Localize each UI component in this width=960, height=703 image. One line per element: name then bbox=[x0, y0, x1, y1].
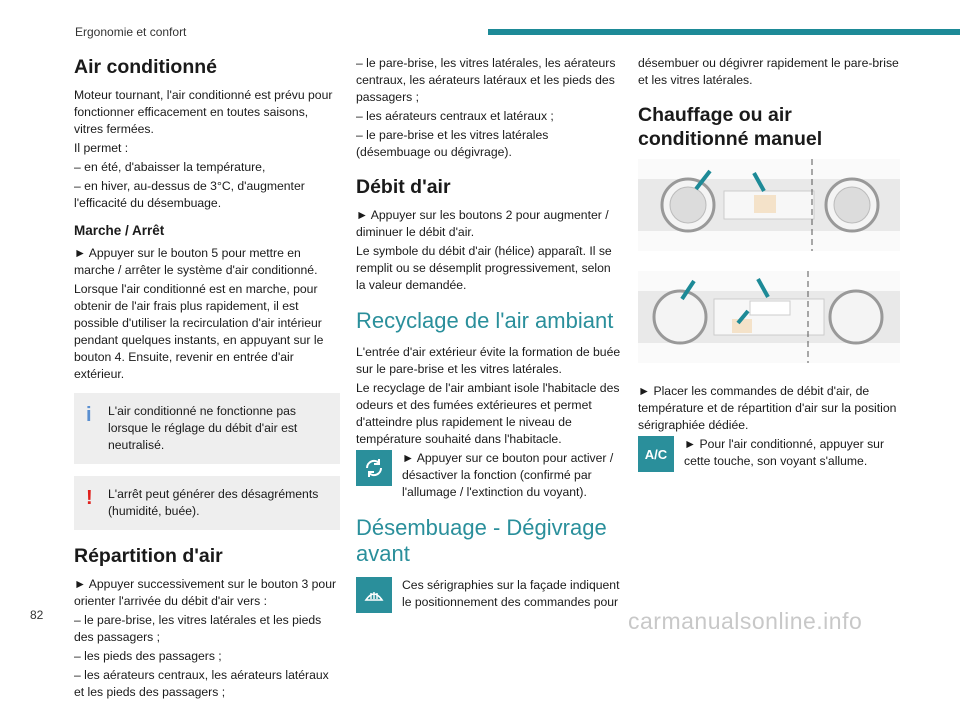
column-1 bbox=[74, 55, 340, 703]
repartition-line: – les aérateurs centraux, les aérateurs latéraux et les pieds des passagers ; bbox=[74, 668, 329, 699]
cont-line: désembuer ou dégivrer rapidement le pare-brise et les vitres latérales. bbox=[638, 56, 899, 87]
recyclage-line: Le recyclage de l'air ambiant isole l'habitacle des odeurs et des fumées extérieures et permet d'atteindre plus rapidement le niveau de température souhaité dans l'habitacle. bbox=[356, 381, 620, 446]
intro-line: Moteur tournant, l'air conditionné est prévu pour fonctionner efficacement en toutes saisons, vitres fermées. bbox=[74, 88, 333, 136]
section-header: Ergonomie et confort bbox=[75, 25, 187, 39]
windshield-defrost-icon bbox=[356, 577, 392, 613]
info-icon: i bbox=[86, 404, 92, 426]
intro-line: – en hiver, au-dessus de 3°C, d'augmenter l'efficacité du désembuage. bbox=[74, 179, 305, 210]
column-2 bbox=[356, 55, 622, 613]
warning-text: L'arrêt peut générer des désagréments (humidité, buée). bbox=[108, 487, 319, 518]
intro-line: – en été, d'abaisser la température, bbox=[74, 160, 266, 174]
warning-icon: ! bbox=[86, 487, 93, 509]
manual-line: ► Placer les commandes de débit d'air, de température et de répartition d'air sur la position sérigraphiée dédiée. bbox=[638, 384, 897, 432]
info-text: L'air conditionné ne fonctionne pas lorsque le réglage du débit d'air est neutralisé. bbox=[108, 404, 298, 452]
desembuage-row bbox=[356, 577, 622, 613]
recyclage-action: ► Appuyer sur ce bouton pour activer / désactiver la fonction (confirmé par l'allumage / l'extinction du voyant). bbox=[402, 451, 614, 499]
title-desembuage: Désembuage - Dégivrage avant bbox=[356, 515, 607, 566]
debit-line: Le symbole du débit d'air (hélice) apparaît. Il se remplit ou se désemplit progressivement, selon la valeur demandée. bbox=[356, 244, 612, 292]
recirculation-icon bbox=[356, 450, 392, 486]
recyclage-line: L'entrée d'air extérieur évite la formation de buée sur le pare-brise et les vitres latérales. bbox=[356, 345, 621, 376]
debit-line: ► Appuyer sur les boutons 2 pour augmenter / diminuer le débit d'air. bbox=[356, 208, 609, 239]
watermark: carmanualsonline.info bbox=[628, 608, 863, 634]
desembuage-text: Ces sérigraphies sur la façade indiquent le positionnement des commandes pour bbox=[402, 578, 620, 609]
title-air-conditionne: Air conditionné bbox=[74, 56, 217, 78]
title-recyclage: Recyclage de l'air ambiant bbox=[356, 308, 614, 333]
title-manuel: Chauffage ou air conditionné manuel bbox=[638, 104, 823, 150]
recyclage-action-row bbox=[356, 450, 622, 501]
control-panel-image-1 bbox=[638, 159, 900, 251]
marche-line: Lorsque l'air conditionné est en marche, pour obtenir de l'air frais plus rapidement, il est possible d'utiliser la recirculation d'air intérieur pendant quelques instants, en appuyant sur le bouton 4. Ensuite, revenir en entrée d'air extérieur. bbox=[74, 282, 324, 381]
repartition-line: ► Appuyer successivement sur le bouton 3 pour orienter l'arrivée du débit d'air vers : bbox=[74, 577, 337, 608]
title-repartition: Répartition d'air bbox=[74, 545, 223, 567]
cont-line: – le pare-brise, les vitres latérales, les aérateurs centraux, les aérateurs latéraux et les pieds des passagers ; bbox=[356, 56, 616, 104]
ac-text: ► Pour l'air conditionné, appuyer sur cette touche, son voyant s'allume. bbox=[684, 437, 885, 468]
page-number: 82 bbox=[30, 608, 44, 622]
repartition-line: – les pieds des passagers ; bbox=[74, 649, 222, 663]
marche-line: ► Appuyer sur le bouton 5 pour mettre en marche / arrêter le système d'air conditionné. bbox=[74, 246, 318, 277]
title-debit: Débit d'air bbox=[356, 176, 451, 198]
ac-row bbox=[638, 436, 902, 472]
header-accent-bar bbox=[488, 29, 960, 35]
cont-line: – les aérateurs centraux et latéraux ; bbox=[356, 109, 554, 123]
repartition-line: – le pare-brise, les vitres latérales et les pieds des passagers ; bbox=[74, 613, 322, 644]
warning-box bbox=[74, 476, 340, 530]
column-3 bbox=[638, 55, 902, 472]
title-marche-arret: Marche / Arrêt bbox=[74, 223, 165, 238]
ac-icon: A/C bbox=[638, 436, 674, 472]
control-panel-image-2 bbox=[638, 271, 900, 363]
cont-line: – le pare-brise et les vitres latérales (désembuage ou dégivrage). bbox=[356, 128, 549, 159]
info-box bbox=[74, 393, 340, 464]
intro-line: Il permet : bbox=[74, 141, 129, 155]
